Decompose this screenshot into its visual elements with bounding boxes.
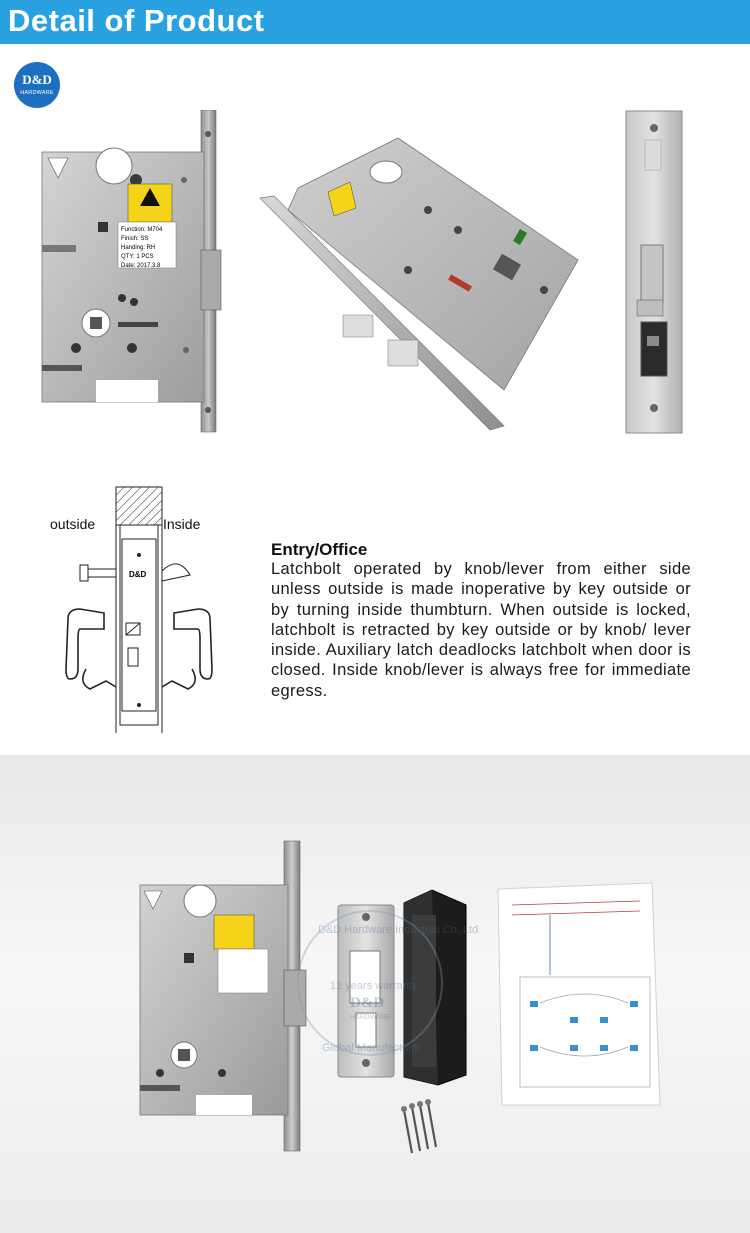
header-banner xyxy=(0,0,750,44)
label-finish: Finish: SS xyxy=(121,236,149,242)
mortise-lock-front-photo xyxy=(36,110,222,435)
label-function: Function: M704 xyxy=(121,227,163,233)
watermark-bottom: Global Manufacturer xyxy=(322,1042,422,1054)
label-date: Date: 2017.3.8 xyxy=(121,263,161,269)
logo-subtext: HARDWARE xyxy=(20,90,54,96)
mortise-lock-angled-photo xyxy=(258,130,588,435)
package-contents-photo xyxy=(0,755,750,1233)
brand-logo xyxy=(14,62,60,108)
watermark-warranty: 12 years warranty xyxy=(330,980,418,992)
diagram-brand: D&D xyxy=(129,570,147,579)
function-description: Latchbolt operated by knob/lever from either side unless outside is made inoperative by key outside or by turning inside thumbturn. When outside is locked, latchbolt is retracted by key outside or by knob/ lever inside. Auxiliary latch deadlocks latchbolt when door is closed. Inside knob/lever is always free for immediate egress. xyxy=(271,560,691,700)
label-handing: Handing: RH xyxy=(121,245,156,251)
inside-label: Inside xyxy=(163,516,201,532)
logo-text: D&D xyxy=(22,72,52,87)
watermark-sub: HARDWARE xyxy=(350,1014,391,1021)
faceplate-photo xyxy=(625,110,685,435)
label-qty: QTY: 1 PCS xyxy=(121,254,154,260)
lock-function-diagram xyxy=(60,483,220,738)
watermark-brand: D&D xyxy=(350,995,385,1011)
page-title: Detail of Product xyxy=(8,3,265,38)
function-title: Entry/Office xyxy=(271,540,368,559)
watermark-top: D&D Hardware Industrial Co.,Ltd xyxy=(318,924,479,936)
package-contents-illustration xyxy=(0,755,750,1233)
outside-label: outside xyxy=(50,516,96,532)
